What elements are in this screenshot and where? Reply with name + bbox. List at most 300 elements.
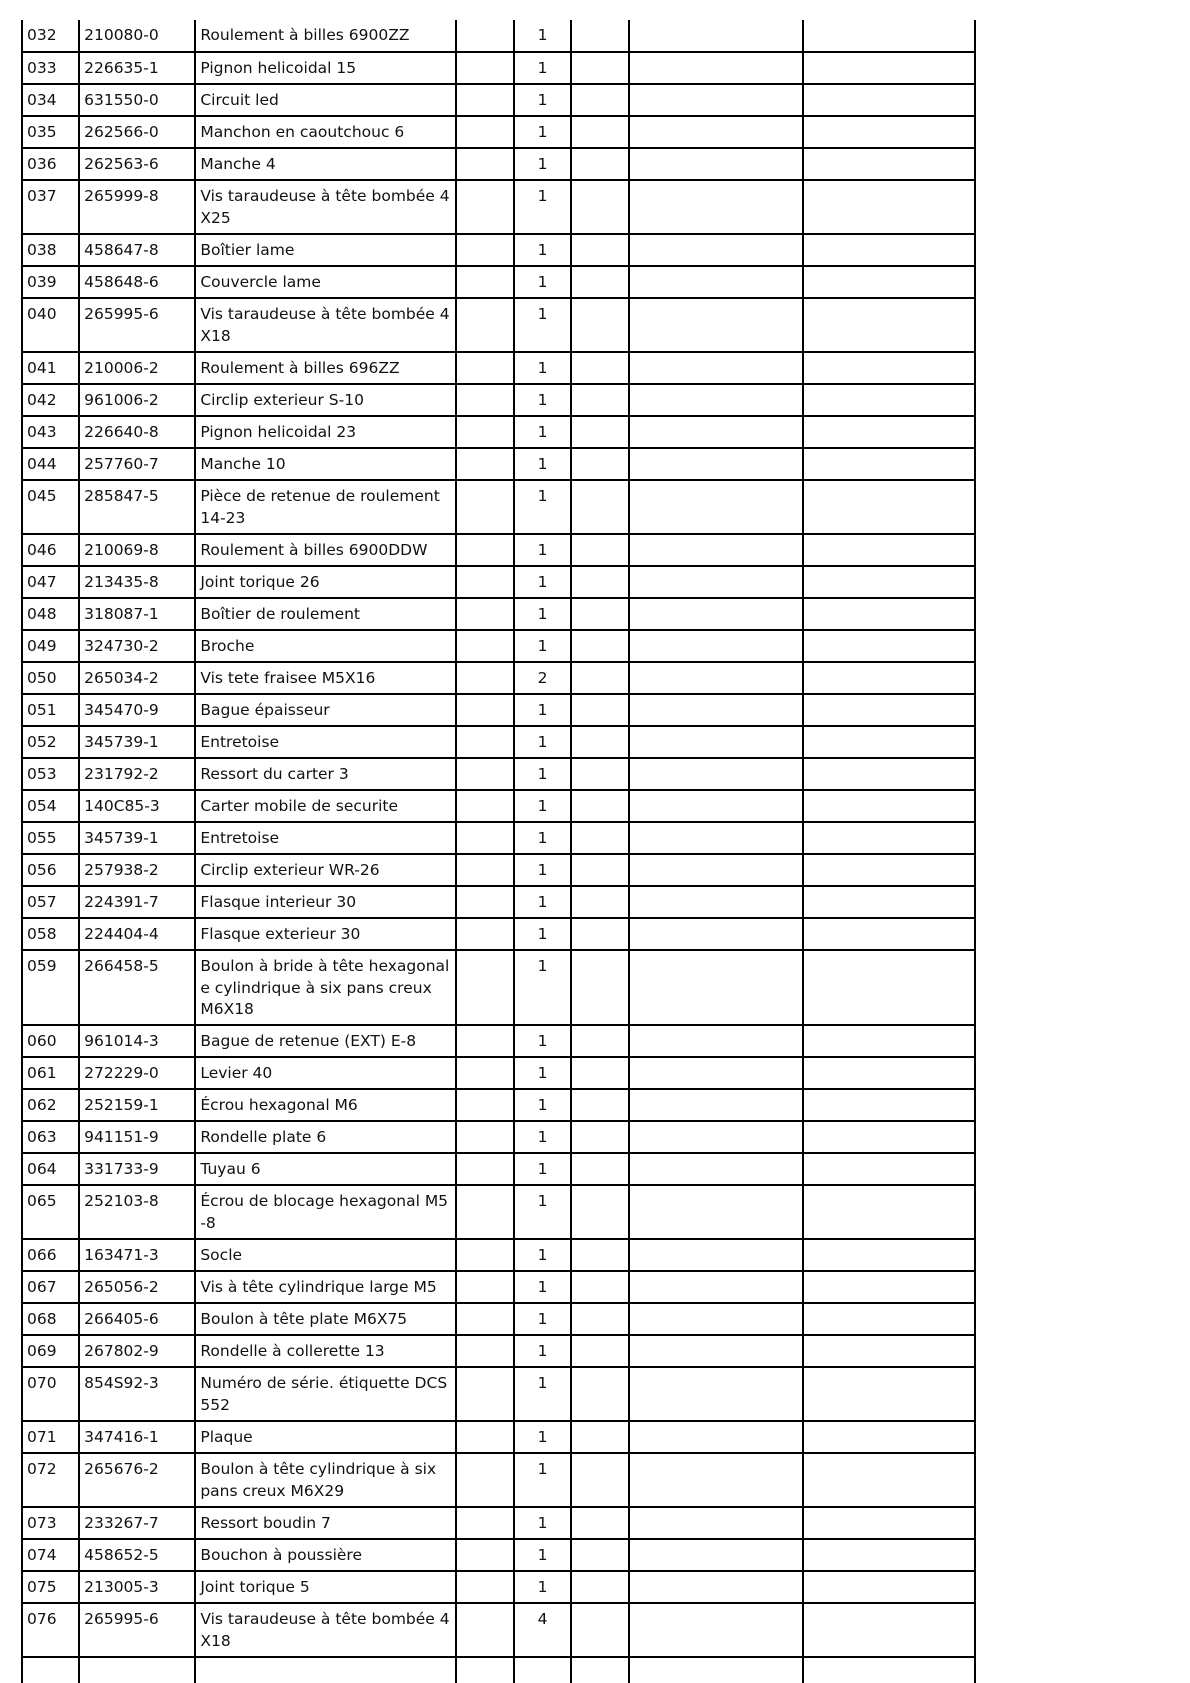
empty-cell — [456, 234, 514, 266]
item-number-cell: 061 — [22, 1057, 79, 1089]
item-number-cell: 041 — [22, 352, 79, 384]
table-row — [22, 1571, 975, 1603]
description-cell: Vis tete fraisee M5X16 — [195, 662, 456, 694]
part-number-cell: 318087-1 — [79, 598, 195, 630]
part-number-cell: 262566-0 — [79, 116, 195, 148]
empty-cell — [456, 1453, 514, 1507]
empty-cell — [571, 1571, 629, 1603]
empty-cell — [629, 234, 802, 266]
empty-cell — [571, 1603, 629, 1657]
description-cell: Vis taraudeuse à tête bombée 4X18 — [195, 298, 456, 352]
empty-cell — [803, 352, 975, 384]
empty-cell — [629, 790, 802, 822]
empty-cell — [456, 416, 514, 448]
empty-cell — [456, 20, 514, 52]
part-number-cell: 265034-2 — [79, 662, 195, 694]
empty-cell — [629, 180, 802, 234]
empty-cell — [803, 480, 975, 534]
empty-cell — [803, 298, 975, 352]
table-row — [22, 1121, 975, 1153]
empty-cell — [803, 1507, 975, 1539]
description-cell: Pignon helicoidal 23 — [195, 416, 456, 448]
quantity-cell: 1 — [514, 598, 571, 630]
item-number-cell: 064 — [22, 1153, 79, 1185]
empty-cell — [571, 266, 629, 298]
empty-cell — [629, 1421, 802, 1453]
item-number-cell: 049 — [22, 630, 79, 662]
part-number-cell: 231792-2 — [79, 758, 195, 790]
empty-cell — [803, 1421, 975, 1453]
quantity-cell: 1 — [514, 918, 571, 950]
part-number-cell: 266458-5 — [79, 950, 195, 1025]
part-number-cell: 854S92-3 — [79, 1367, 195, 1421]
empty-cell — [456, 1089, 514, 1121]
item-number-cell: 072 — [22, 1453, 79, 1507]
item-number-cell: 036 — [22, 148, 79, 180]
description-cell: Flasque exterieur 30 — [195, 918, 456, 950]
description-cell: Vis taraudeuse à tête bombée 4X18 — [195, 1603, 456, 1657]
empty-cell — [629, 1303, 802, 1335]
quantity-cell: 1 — [514, 758, 571, 790]
part-number-cell: 233267-7 — [79, 1507, 195, 1539]
description-cell: Boulon à tête plate M6X75 — [195, 1303, 456, 1335]
table-row — [22, 534, 975, 566]
empty-cell — [456, 662, 514, 694]
item-number-cell: 059 — [22, 950, 79, 1025]
empty-cell — [803, 416, 975, 448]
item-number-cell: 045 — [22, 480, 79, 534]
empty-cell — [456, 1153, 514, 1185]
part-number-cell: 224404-4 — [79, 918, 195, 950]
empty-cell — [629, 1603, 802, 1657]
item-number-cell: 032 — [22, 20, 79, 52]
empty-cell — [571, 116, 629, 148]
item-number-cell: 057 — [22, 886, 79, 918]
quantity-cell: 1 — [514, 448, 571, 480]
empty-cell — [571, 566, 629, 598]
empty-cell — [456, 1539, 514, 1571]
part-number-cell: 257938-2 — [79, 854, 195, 886]
empty-cell — [571, 1025, 629, 1057]
empty-cell — [571, 1657, 629, 1683]
part-number-cell: 272229-0 — [79, 1057, 195, 1089]
empty-cell — [571, 1089, 629, 1121]
part-number-cell: 961006-2 — [79, 384, 195, 416]
quantity-cell: 1 — [514, 416, 571, 448]
description-cell: Manche 4 — [195, 148, 456, 180]
empty-cell — [571, 1421, 629, 1453]
empty-cell — [456, 598, 514, 630]
empty-cell — [571, 950, 629, 1025]
empty-cell — [456, 1057, 514, 1089]
empty-cell — [456, 854, 514, 886]
table-row — [22, 52, 975, 84]
empty-cell — [629, 1025, 802, 1057]
empty-cell — [629, 52, 802, 84]
empty-cell — [456, 1657, 514, 1683]
item-number-cell: 070 — [22, 1367, 79, 1421]
empty-cell — [571, 384, 629, 416]
part-number-cell: 345739-1 — [79, 822, 195, 854]
table-row — [22, 726, 975, 758]
description-cell: Vis à tête cylindrique large M5 — [195, 1271, 456, 1303]
empty-cell — [571, 598, 629, 630]
item-number-cell: 044 — [22, 448, 79, 480]
empty-cell — [803, 448, 975, 480]
empty-cell — [629, 1335, 802, 1367]
quantity-cell: 1 — [514, 1303, 571, 1335]
quantity-cell: 1 — [514, 1421, 571, 1453]
empty-cell — [629, 918, 802, 950]
empty-cell — [514, 1657, 571, 1683]
empty-cell — [803, 1025, 975, 1057]
empty-cell — [571, 1121, 629, 1153]
quantity-cell: 1 — [514, 950, 571, 1025]
description-cell: Écrou hexagonal M6 — [195, 1089, 456, 1121]
item-number-cell: 074 — [22, 1539, 79, 1571]
description-cell: Ressort du carter 3 — [195, 758, 456, 790]
empty-cell — [571, 1367, 629, 1421]
quantity-cell: 1 — [514, 822, 571, 854]
part-number-cell: 252159-1 — [79, 1089, 195, 1121]
part-number-cell: 224391-7 — [79, 886, 195, 918]
empty-cell — [456, 1025, 514, 1057]
empty-cell — [571, 886, 629, 918]
table-row — [22, 448, 975, 480]
item-number-cell: 076 — [22, 1603, 79, 1657]
quantity-cell: 4 — [514, 1603, 571, 1657]
item-number-cell: 039 — [22, 266, 79, 298]
empty-cell — [456, 630, 514, 662]
part-number-cell: 140C85-3 — [79, 790, 195, 822]
table-row — [22, 1089, 975, 1121]
table-row — [22, 266, 975, 298]
table-row — [22, 1239, 975, 1271]
empty-cell — [629, 416, 802, 448]
item-number-cell: 038 — [22, 234, 79, 266]
part-number-cell: 267802-9 — [79, 1335, 195, 1367]
description-cell: Écrou de blocage hexagonal M5-8 — [195, 1185, 456, 1239]
description-cell: Boulon à bride à tête hexagonale cylindrique à six pans creux M6X18 — [195, 950, 456, 1025]
part-number-cell: 265999-8 — [79, 180, 195, 234]
empty-cell — [803, 662, 975, 694]
table-row — [22, 790, 975, 822]
description-cell: Roulement à billes 6900DDW — [195, 534, 456, 566]
table-row — [22, 1335, 975, 1367]
empty-cell — [571, 758, 629, 790]
quantity-cell: 1 — [514, 566, 571, 598]
item-number-cell: 055 — [22, 822, 79, 854]
table-row — [22, 1603, 975, 1657]
part-number-cell: 265056-2 — [79, 1271, 195, 1303]
empty-cell — [803, 790, 975, 822]
table-row — [22, 694, 975, 726]
quantity-cell: 1 — [514, 116, 571, 148]
empty-cell — [803, 1539, 975, 1571]
empty-cell — [803, 1657, 975, 1683]
description-cell: Levier 40 — [195, 1057, 456, 1089]
part-number-cell: 210069-8 — [79, 534, 195, 566]
table-row — [22, 1057, 975, 1089]
empty-cell — [571, 726, 629, 758]
empty-cell — [456, 1603, 514, 1657]
part-number-cell: 213005-3 — [79, 1571, 195, 1603]
description-cell: Circlip exterieur S-10 — [195, 384, 456, 416]
item-number-cell: 047 — [22, 566, 79, 598]
empty-cell — [803, 1303, 975, 1335]
empty-cell — [629, 480, 802, 534]
empty-cell — [571, 234, 629, 266]
empty-cell — [629, 1057, 802, 1089]
table-row — [22, 1367, 975, 1421]
part-number-cell: 331733-9 — [79, 1153, 195, 1185]
empty-cell — [571, 854, 629, 886]
empty-cell — [629, 1539, 802, 1571]
empty-cell — [629, 1507, 802, 1539]
item-number-cell: 056 — [22, 854, 79, 886]
empty-cell — [456, 480, 514, 534]
description-cell: Socle — [195, 1239, 456, 1271]
empty-cell — [629, 598, 802, 630]
table-row — [22, 630, 975, 662]
table-row — [22, 84, 975, 116]
part-number-cell: 347416-1 — [79, 1421, 195, 1453]
empty-cell — [571, 20, 629, 52]
empty-cell — [629, 448, 802, 480]
empty-cell — [456, 1421, 514, 1453]
part-number-cell: 210080-0 — [79, 20, 195, 52]
table-row — [22, 950, 975, 1025]
description-cell: Plaque — [195, 1421, 456, 1453]
empty-cell — [456, 534, 514, 566]
empty-cell — [571, 1185, 629, 1239]
empty-cell — [629, 1453, 802, 1507]
empty-cell — [803, 598, 975, 630]
part-number-cell: 266405-6 — [79, 1303, 195, 1335]
quantity-cell: 1 — [514, 790, 571, 822]
empty-cell — [629, 148, 802, 180]
description-cell: Couvercle lame — [195, 266, 456, 298]
empty-cell — [571, 630, 629, 662]
quantity-cell: 1 — [514, 1239, 571, 1271]
description-cell: Roulement à billes 696ZZ — [195, 352, 456, 384]
empty-cell — [456, 1303, 514, 1335]
description-cell: Pignon helicoidal 15 — [195, 52, 456, 84]
part-number-cell: 458647-8 — [79, 234, 195, 266]
quantity-cell: 1 — [514, 234, 571, 266]
item-number-cell: 058 — [22, 918, 79, 950]
empty-cell — [803, 1153, 975, 1185]
part-number-cell: 631550-0 — [79, 84, 195, 116]
quantity-cell: 1 — [514, 20, 571, 52]
empty-cell — [803, 1057, 975, 1089]
quantity-cell: 1 — [514, 630, 571, 662]
empty-cell — [571, 1057, 629, 1089]
empty-cell — [803, 180, 975, 234]
empty-cell — [456, 1239, 514, 1271]
quantity-cell: 1 — [514, 298, 571, 352]
empty-cell — [456, 298, 514, 352]
empty-cell — [456, 84, 514, 116]
table-row — [22, 1507, 975, 1539]
description-cell: Bague de retenue (EXT) E-8 — [195, 1025, 456, 1057]
empty-cell — [456, 1185, 514, 1239]
empty-cell — [456, 1335, 514, 1367]
empty-cell — [629, 384, 802, 416]
item-number-cell: 037 — [22, 180, 79, 234]
quantity-cell: 1 — [514, 1453, 571, 1507]
quantity-cell: 1 — [514, 1089, 571, 1121]
part-number-cell: 458652-5 — [79, 1539, 195, 1571]
quantity-cell: 1 — [514, 1153, 571, 1185]
table-row — [22, 1271, 975, 1303]
item-number-cell: 062 — [22, 1089, 79, 1121]
item-number-cell: 042 — [22, 384, 79, 416]
empty-cell — [803, 84, 975, 116]
empty-cell — [571, 694, 629, 726]
empty-cell — [571, 1153, 629, 1185]
table-row — [22, 758, 975, 790]
table-row — [22, 384, 975, 416]
table-row — [22, 116, 975, 148]
table-row — [22, 352, 975, 384]
empty-cell — [629, 84, 802, 116]
item-number-cell: 034 — [22, 84, 79, 116]
table-row — [22, 854, 975, 886]
empty-cell — [629, 566, 802, 598]
empty-cell — [22, 1657, 79, 1683]
empty-cell — [803, 1271, 975, 1303]
empty-cell — [803, 758, 975, 790]
empty-cell — [571, 1539, 629, 1571]
description-cell: Joint torique 5 — [195, 1571, 456, 1603]
item-number-cell: 051 — [22, 694, 79, 726]
quantity-cell: 1 — [514, 1271, 571, 1303]
quantity-cell: 1 — [514, 1185, 571, 1239]
empty-cell — [195, 1657, 456, 1683]
parts-table-body — [22, 20, 975, 1683]
table-row — [22, 1539, 975, 1571]
description-cell: Broche — [195, 630, 456, 662]
description-cell: Boulon à tête cylindrique à six pans creux M6X29 — [195, 1453, 456, 1507]
empty-cell — [629, 950, 802, 1025]
empty-cell — [456, 52, 514, 84]
part-number-cell: 213435-8 — [79, 566, 195, 598]
item-number-cell: 066 — [22, 1239, 79, 1271]
table-row — [22, 480, 975, 534]
empty-cell — [803, 116, 975, 148]
empty-cell — [803, 918, 975, 950]
empty-cell — [803, 52, 975, 84]
empty-cell — [456, 822, 514, 854]
quantity-cell: 1 — [514, 384, 571, 416]
empty-cell — [571, 52, 629, 84]
empty-cell — [571, 534, 629, 566]
empty-cell — [629, 534, 802, 566]
empty-cell — [456, 266, 514, 298]
quantity-cell: 1 — [514, 534, 571, 566]
item-number-cell: 053 — [22, 758, 79, 790]
item-number-cell: 040 — [22, 298, 79, 352]
quantity-cell: 1 — [514, 886, 571, 918]
quantity-cell: 1 — [514, 1507, 571, 1539]
table-row — [22, 1453, 975, 1507]
table-row — [22, 918, 975, 950]
description-cell: Entretoise — [195, 822, 456, 854]
empty-cell — [456, 448, 514, 480]
empty-cell — [629, 726, 802, 758]
description-cell: Pièce de retenue de roulement 14-23 — [195, 480, 456, 534]
empty-cell — [79, 1657, 195, 1683]
description-cell: Boîtier lame — [195, 234, 456, 266]
table-row — [22, 1153, 975, 1185]
table-row — [22, 20, 975, 52]
empty-cell — [456, 116, 514, 148]
empty-cell — [803, 534, 975, 566]
quantity-cell: 1 — [514, 1335, 571, 1367]
empty-cell — [629, 854, 802, 886]
empty-cell — [803, 234, 975, 266]
quantity-cell: 1 — [514, 352, 571, 384]
item-number-cell: 050 — [22, 662, 79, 694]
item-number-cell: 073 — [22, 1507, 79, 1539]
empty-cell — [456, 384, 514, 416]
table-row — [22, 1421, 975, 1453]
empty-cell — [456, 950, 514, 1025]
empty-cell — [629, 266, 802, 298]
table-row — [22, 148, 975, 180]
table-row — [22, 662, 975, 694]
description-cell: Circlip exterieur WR-26 — [195, 854, 456, 886]
table-row — [22, 1303, 975, 1335]
item-number-cell: 065 — [22, 1185, 79, 1239]
quantity-cell: 1 — [514, 266, 571, 298]
empty-cell — [803, 1603, 975, 1657]
description-cell: Carter mobile de securite — [195, 790, 456, 822]
parts-table — [21, 20, 976, 1683]
part-number-cell: 262563-6 — [79, 148, 195, 180]
empty-cell — [803, 384, 975, 416]
quantity-cell: 1 — [514, 726, 571, 758]
part-number-cell: 226635-1 — [79, 52, 195, 84]
empty-cell — [571, 822, 629, 854]
description-cell: Numéro de série. étiquette DCS552 — [195, 1367, 456, 1421]
empty-cell — [456, 1271, 514, 1303]
part-number-cell: 345470-9 — [79, 694, 195, 726]
empty-cell — [456, 1507, 514, 1539]
part-number-cell: 265995-6 — [79, 1603, 195, 1657]
description-cell: Rondelle à collerette 13 — [195, 1335, 456, 1367]
empty-cell — [803, 1367, 975, 1421]
table-row — [22, 822, 975, 854]
empty-cell — [803, 148, 975, 180]
item-number-cell: 033 — [22, 52, 79, 84]
quantity-cell: 1 — [514, 180, 571, 234]
empty-cell — [629, 758, 802, 790]
quantity-cell: 1 — [514, 1057, 571, 1089]
empty-cell — [629, 298, 802, 352]
empty-cell — [629, 116, 802, 148]
part-number-cell: 252103-8 — [79, 1185, 195, 1239]
empty-cell — [571, 180, 629, 234]
item-number-cell: 052 — [22, 726, 79, 758]
empty-cell — [629, 630, 802, 662]
item-number-cell: 067 — [22, 1271, 79, 1303]
table-row — [22, 234, 975, 266]
item-number-cell: 054 — [22, 790, 79, 822]
empty-cell — [571, 790, 629, 822]
description-cell: Tuyau 6 — [195, 1153, 456, 1185]
